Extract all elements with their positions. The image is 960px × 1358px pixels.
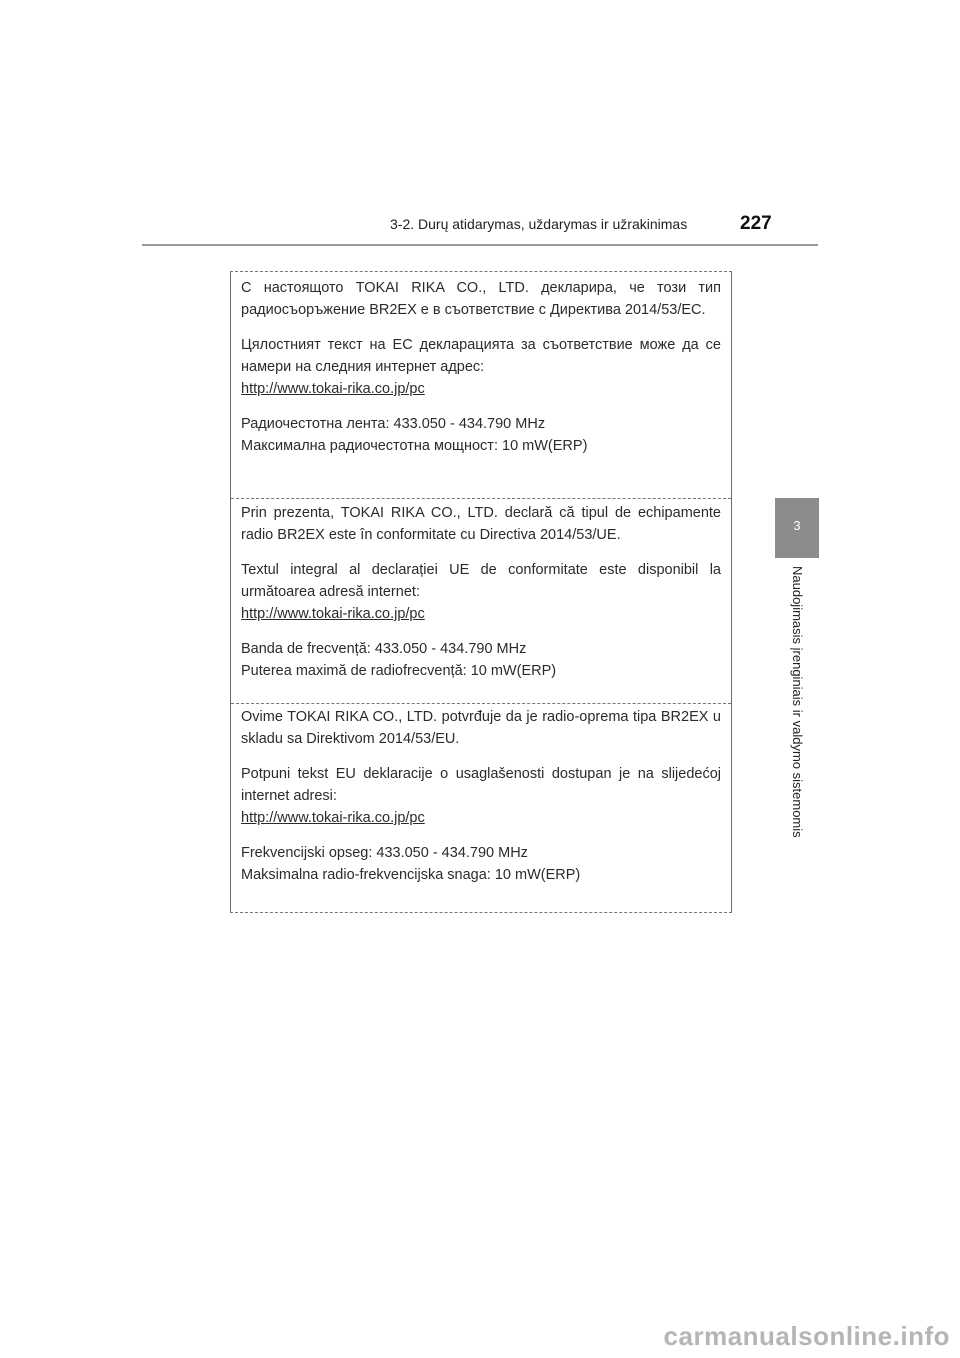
chapter-tab [775, 498, 819, 558]
declaration-url-link[interactable]: http://www.tokai-rika.co.jp/pc [241, 381, 425, 397]
page-number: 227 [740, 213, 772, 234]
declaration-text-notice: Potpuni tekst EU deklaracije o usaglašenosti dostupan je na slijedećoj internet adresi: [241, 766, 721, 804]
declaration-frequency: Frekvencijski opseg: 433.050 - 434.790 MHz [241, 845, 528, 861]
section-divider [231, 703, 731, 704]
declaration-box [230, 271, 732, 913]
declaration-romanian [231, 502, 731, 682]
declaration-statement: Ovime TOKAI RIKA CO., LTD. potvrđuje da je radio-oprema tipa BR2EX u skladu sa Direktivom 2014/53/EU. [241, 709, 721, 747]
section-divider [231, 498, 731, 499]
declaration-bosnian [231, 706, 731, 886]
declaration-text-notice: Цялостният текст на ЕС декларацията за съответствие може да се намери на следния интернет адрес: [241, 337, 721, 375]
declaration-statement: С настоящото TOKAI RIKA CO., LTD. декларира, че този тип радиосъоръжение BR2EX е в съответствие с Директива 2014/53/ЕС. [241, 280, 721, 318]
declaration-url-link[interactable]: http://www.tokai-rika.co.jp/pc [241, 606, 425, 622]
declaration-frequency: Радиочестотна лента: 433.050 - 434.790 MHz [241, 416, 546, 432]
declaration-power: Puterea maximă de radiofrecvență: 10 mW(ERP) [241, 663, 557, 679]
declaration-bulgarian [231, 277, 731, 457]
declaration-url-link[interactable]: http://www.tokai-rika.co.jp/pc [241, 810, 425, 826]
declaration-frequency: Banda de frecvență: 433.050 - 434.790 MHz [241, 641, 527, 657]
chapter-number: 3 [793, 518, 801, 533]
header-divider [142, 244, 818, 246]
declaration-power: Максимална радиочестотна мощност: 10 mW(ERP) [241, 438, 588, 454]
watermark: carmanualsonline.info [663, 1321, 950, 1351]
declaration-power: Maksimalna radio-frekvencijska snaga: 10 mW(ERP) [241, 867, 581, 883]
declaration-text-notice: Textul integral al declarației UE de conformitate este disponibil la următoarea adresă internet: [241, 562, 721, 600]
chapter-label: Naudojimasis įrenginiais ir valdymo sistemomis [790, 566, 805, 838]
section-title: 3-2. Durų atidarymas, uždarymas ir užrakinimas [390, 216, 688, 232]
declaration-statement: Prin prezenta, TOKAI RIKA CO., LTD. declară că tipul de echipamente radio BR2EX este în conformitate cu Directiva 2014/53/UE. [241, 505, 721, 543]
